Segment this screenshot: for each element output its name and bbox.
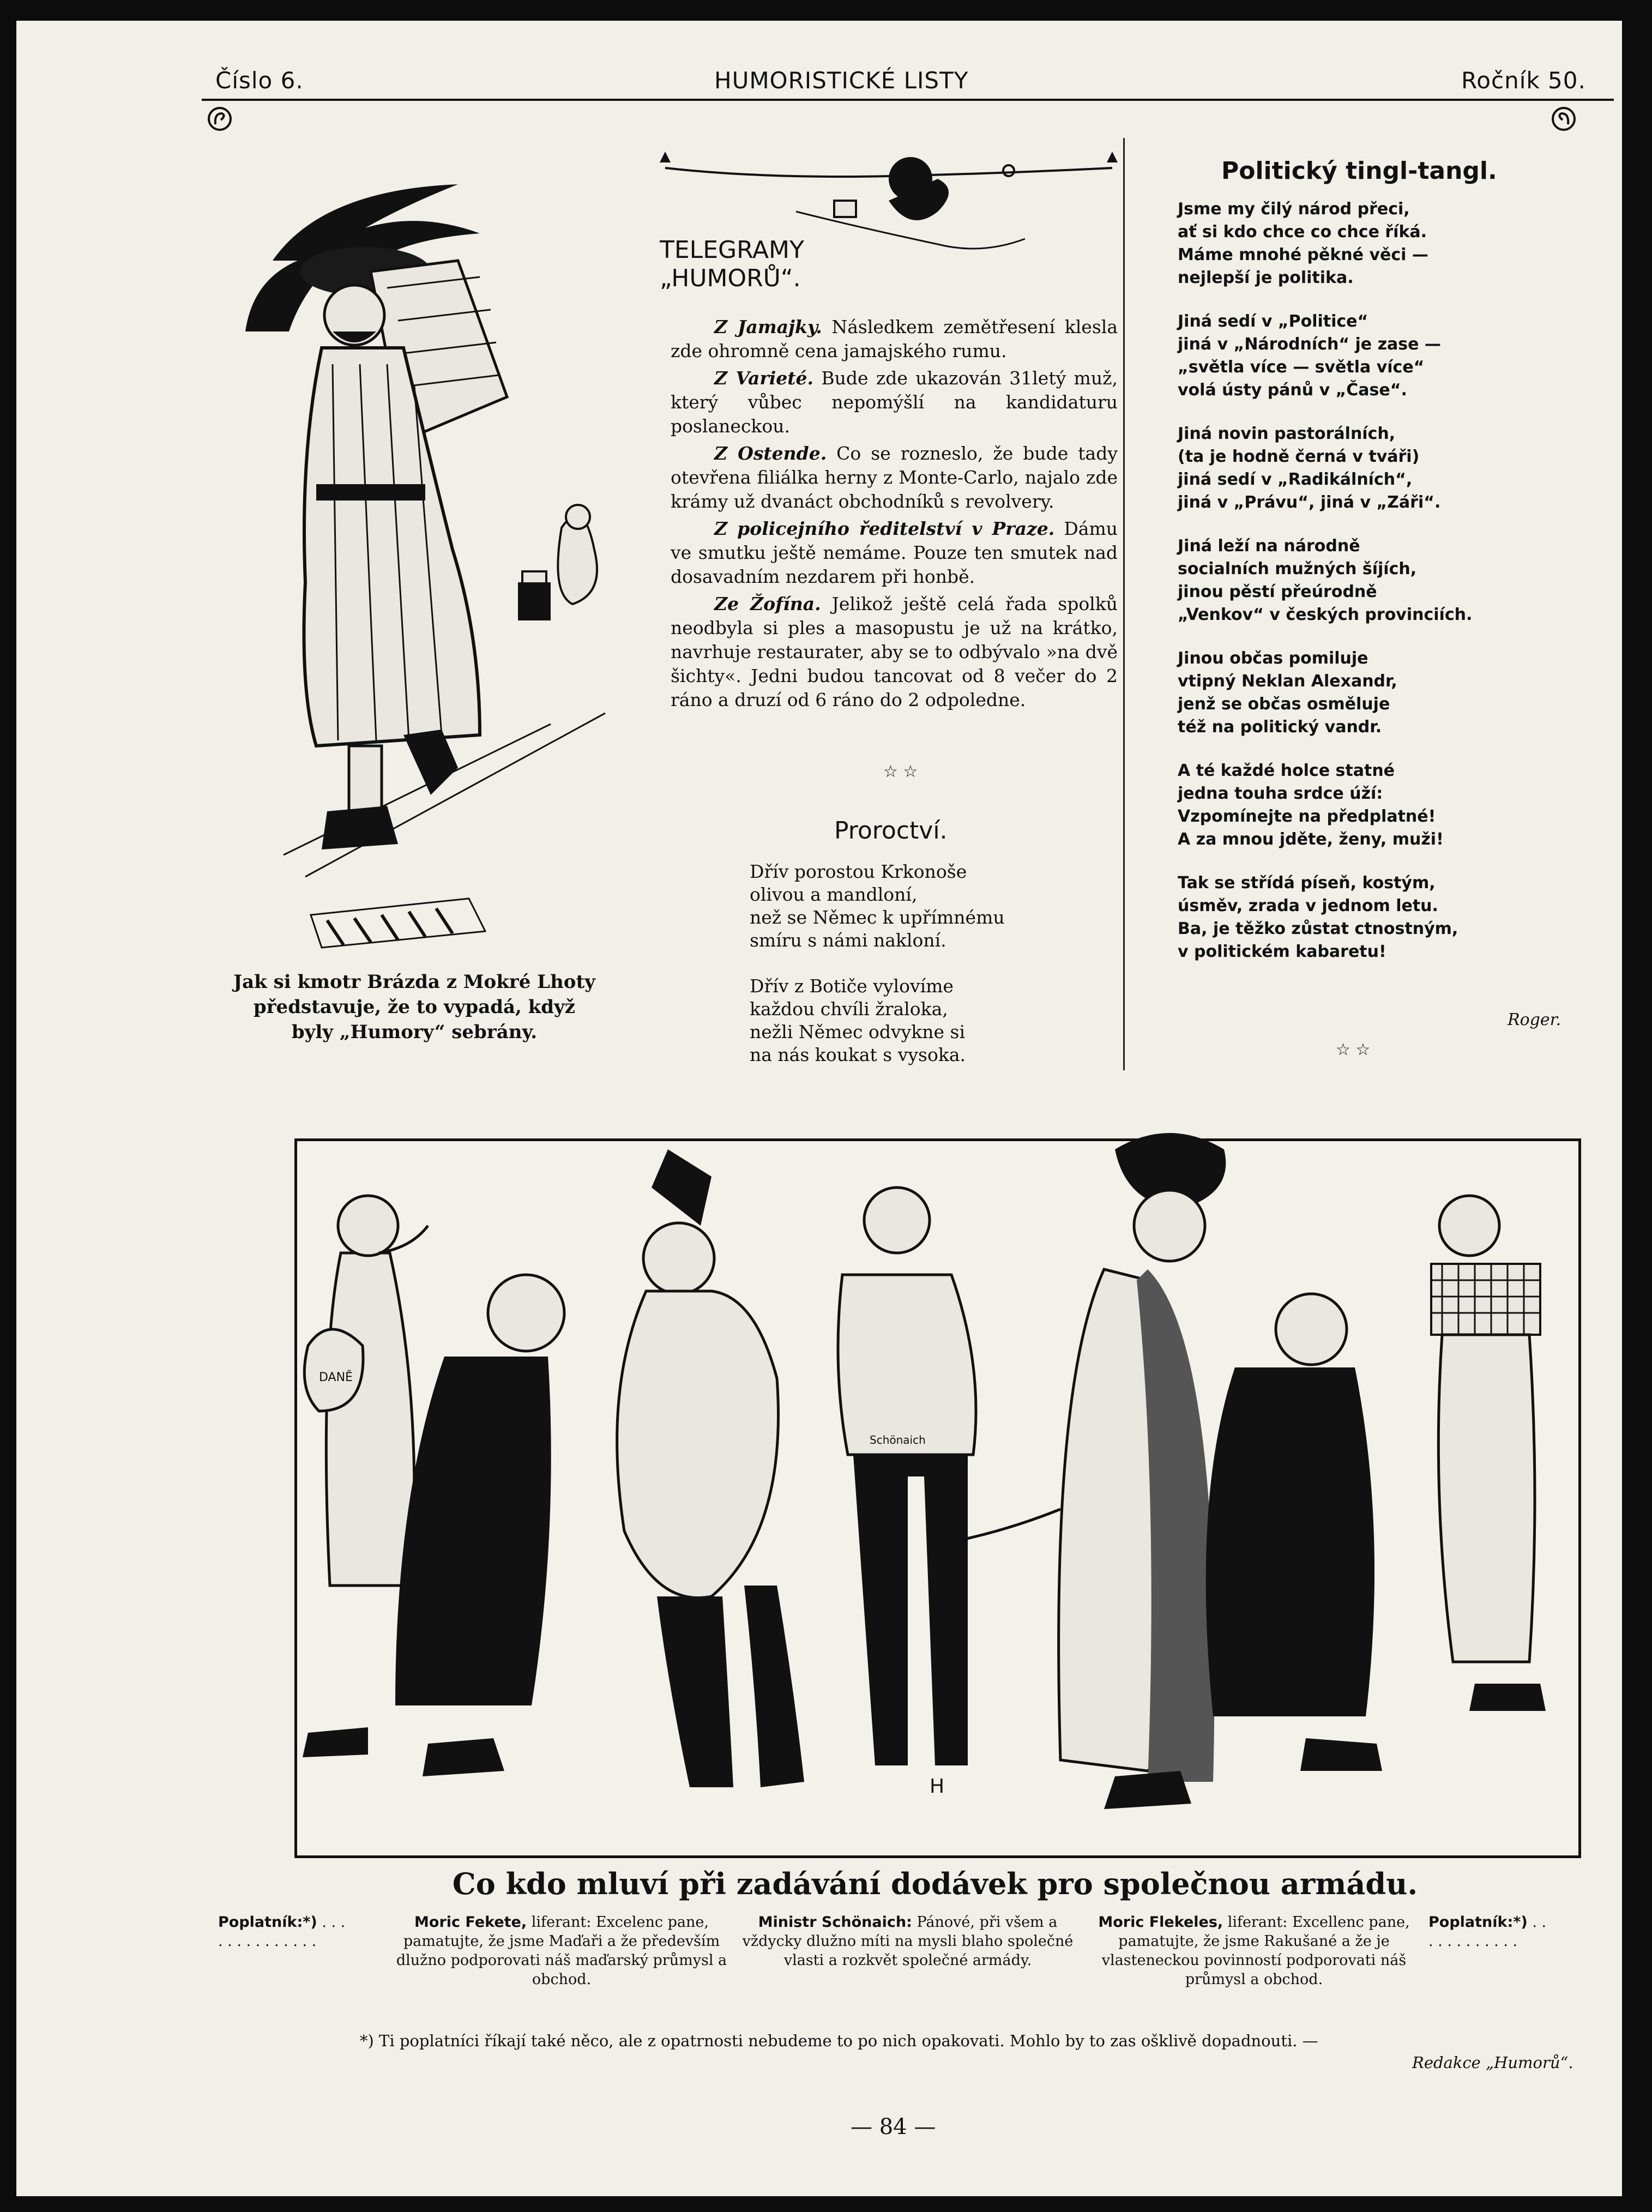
belt-label: Schönaich xyxy=(870,1433,926,1446)
telegram-place: Z Varieté. xyxy=(714,367,814,389)
verse-line: Jiná sedí v „Politice“ xyxy=(1178,312,1368,331)
illustration-caption xyxy=(207,969,622,1045)
telegram-place: Z Jamajky. xyxy=(714,316,822,337)
speech-flekeles xyxy=(1085,1913,1423,1989)
verse-line: nejlepší je politika. xyxy=(1178,268,1354,287)
column-divider xyxy=(1123,138,1125,1070)
proroctvi-poem xyxy=(750,860,1099,1066)
magazine-title: HUMORISTICKÉ LISTY xyxy=(714,67,969,94)
verse-line: jiná v „Národních“ je zase — xyxy=(1178,335,1441,354)
tingl-tangl-poem xyxy=(1178,198,1592,963)
speech-text: . . . . . . . . . . . . . . xyxy=(218,1914,346,1950)
verse-line: Jiná novin pastorálních, xyxy=(1178,424,1396,443)
telegrams-heading xyxy=(660,236,804,293)
verse-line: Jiná leží na národně xyxy=(1178,537,1360,556)
speaker-name: Moric Flekeles, xyxy=(1098,1914,1223,1931)
verse-line: Vzpomínejte na předplatné! xyxy=(1178,807,1436,826)
verse-line: jiná v „Právu“, jiná v „Záři“. xyxy=(1178,493,1441,512)
verse-line: každou chvíli žraloka, xyxy=(750,998,948,1020)
section-divider-stars: ☆ ☆ xyxy=(1336,1040,1371,1059)
verse-line: nežli Němec odvykne si xyxy=(750,1021,966,1042)
telegram-place: Ze Žofína. xyxy=(714,593,821,614)
verse-line: na nás koukat s vysoka. xyxy=(750,1044,966,1065)
speech-fekete xyxy=(393,1913,731,1989)
tingl-tangl-title: Politický tingl-tangl. xyxy=(1221,157,1497,185)
telegram-text: Následkem zemětřesení klesla zde ohromně cena jamajského rumu. xyxy=(671,316,1118,361)
verse-line: úsměv, zrada v jednom letu. xyxy=(1178,896,1438,915)
footnote-signature: Redakce „Humorů“. xyxy=(1412,2053,1573,2072)
verse-line: socialních mužných šíjích, xyxy=(1178,559,1417,578)
verse-line: Ba, je těžko zůstat ctnostným, xyxy=(1178,919,1458,938)
newspaper-page xyxy=(16,21,1622,2196)
verse-line: volá ústy pánů v „Čase“. xyxy=(1178,381,1407,400)
section-divider-stars: ☆ ☆ xyxy=(883,762,918,781)
verse-line: též na politický vandr. xyxy=(1178,718,1382,737)
telegrams-heading-line: TELEGRAMY xyxy=(660,236,804,264)
telegram-item xyxy=(671,517,1118,589)
speech-text: Pánové, při všem a vždycky dlužno míti na mysli blaho společné vlasti a rozkvět společné armády. xyxy=(742,1914,1074,1969)
page-number: — 84 — xyxy=(851,2114,936,2139)
verse-line: A za mnou jděte, ženy, muži! xyxy=(1178,830,1444,849)
header-rule xyxy=(202,99,1614,101)
speaker-name: Poplatník:*) xyxy=(1428,1914,1528,1931)
speech-taxpayer-left xyxy=(218,1913,354,1951)
speech-schonaich xyxy=(741,1913,1074,1970)
ornament-right-icon xyxy=(1548,104,1581,136)
verse-line: A té každé holce statné xyxy=(1178,761,1395,780)
poem-author: Roger. xyxy=(1508,1010,1561,1029)
verse-line: Tak se střídá píseň, kostým, xyxy=(1178,873,1436,893)
speaker-name: Poplatník:*) xyxy=(218,1914,317,1931)
telegrams-heading-line: „HUMORŮ“. xyxy=(660,264,801,292)
verse-line: olivou a mandloní, xyxy=(750,884,918,905)
speech-taxpayer-right xyxy=(1428,1913,1576,1951)
ornament-left-icon xyxy=(204,104,237,136)
speaker-name: Moric Fekete, xyxy=(414,1914,527,1931)
telegram-item xyxy=(671,592,1118,712)
caption-line: Jak si kmotr Brázda z Mokré Lhoty xyxy=(233,971,595,993)
caption-line: představuje, že to vypadá, když xyxy=(253,996,576,1018)
speaker-name: Ministr Schönaich: xyxy=(758,1914,912,1931)
verse-line: jedna touha srdce úží: xyxy=(1178,784,1383,803)
verse-line: „Venkov“ v českých provinciích. xyxy=(1178,605,1473,624)
proroctvi-title: Proroctví. xyxy=(834,817,948,845)
telegram-text: Bude zde ukazován 31letý muž, který vůbec nepomýšlí na kandidaturu poslaneckou. xyxy=(671,367,1118,437)
telegrams-list xyxy=(671,315,1118,712)
telegram-text: Jelikož ještě celá řada spolků neodbyla si ples a masopustu je už na krátko, navrhuje restaurater, aby se to odbývalo »na dvě šichty«. Jedni budou tancovat od 8 večer do 2 ráno a druzí od 6 ráno do 2 odpoledne. xyxy=(671,593,1118,710)
verse-line: jinou pěstí přeúrodně xyxy=(1178,582,1377,601)
army-supply-cartoon xyxy=(297,1117,1573,1853)
verse-line: v politickém kabaretu! xyxy=(1178,942,1386,961)
verse-line: než se Němec k upřímnému xyxy=(750,907,1005,928)
verse-line: Jsme my čilý národ přeci, xyxy=(1178,200,1410,219)
speech-text: . . . . . . . . . . . . xyxy=(1428,1914,1547,1950)
verse-line: Dřív porostou Krkonoše xyxy=(750,861,967,882)
volume-number: Ročník 50. xyxy=(1461,67,1586,94)
telegram-item xyxy=(671,315,1118,363)
telegram-text: Co se rozneslo, že bude tady otevřena filiálka herny z Monte-Carlo, najalo zde krámy už dvanáct obchodníků s revolvery. xyxy=(671,443,1118,512)
verse-line: ať si kdo chce co chce říká. xyxy=(1178,222,1427,242)
farmer-illustration xyxy=(224,168,660,953)
telegram-place: Z Ostende. xyxy=(714,443,827,464)
verse-line: Dřív z Botiče vylovíme xyxy=(750,975,954,997)
footnote: *) Ti poplatníci říkají také něco, ale z opatrnosti nebudeme to po nich opakovati. Mohlo by to zas ošklivě dopadnouti. — xyxy=(360,2032,1318,2050)
telegram-item xyxy=(671,442,1118,514)
speech-text: liferant: Excelenc pane, pamatujte, že jsme Maďaři a že především dlužno podporovati náš maďarský průmysl a obchod. xyxy=(396,1914,727,1988)
verse-line: jenž se občas osměluje xyxy=(1178,695,1390,714)
verse-line: Máme mnohé pěkné věci — xyxy=(1178,245,1428,264)
caption-line: byly „Humory“ sebrány. xyxy=(291,1021,538,1043)
issue-number: Číslo 6. xyxy=(215,67,304,94)
bag-label: DANĚ xyxy=(319,1371,353,1384)
telegram-place: Z policejního ředitelství v Praze. xyxy=(714,518,1055,539)
verse-line: smíru s námi nakloní. xyxy=(750,930,946,951)
telegram-item xyxy=(671,366,1118,438)
verse-line: vtipný Neklan Alexandr, xyxy=(1178,672,1397,691)
cartoon-title: Co kdo mluví při zadávání dodávek pro společnou armádu. xyxy=(452,1866,1418,1901)
verse-line: Jinou občas pomiluje xyxy=(1178,649,1368,668)
verse-line: (ta je hodně černá v tváři) xyxy=(1178,447,1420,466)
verse-line: „světla více — světla více“ xyxy=(1178,358,1425,377)
verse-line: jiná sedí v „Radikálních“, xyxy=(1178,470,1413,489)
artist-signature: H xyxy=(930,1775,945,1798)
speech-text: liferant: Excellenc pane, pamatujte, že jsme Rakušané a že je vlasteneckou povinností podporovati náš průmysl a obchod. xyxy=(1101,1914,1410,1988)
telegram-text: Dámu ve smutku ještě nemáme. Pouze ten smutek nad dosavadním nezdarem při honbě. xyxy=(671,518,1118,587)
